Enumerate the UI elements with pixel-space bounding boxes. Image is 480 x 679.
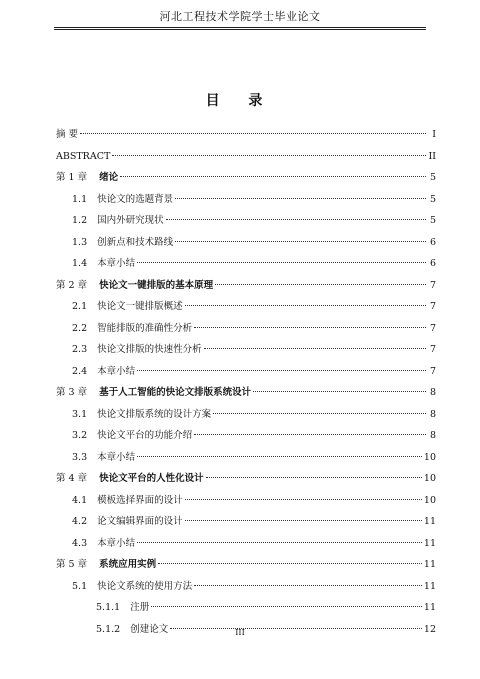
table-of-contents [56, 124, 436, 640]
toc-entry-page: 6 [429, 258, 436, 269]
toc-entry-number: 4.3 [72, 537, 88, 549]
toc-entry[interactable] [56, 447, 436, 469]
toc-entry[interactable] [56, 146, 436, 168]
toc-entry-title: 快论文一键排版概述 [97, 301, 183, 312]
toc-entry-page: 11 [423, 559, 436, 570]
toc-entry-number: 5.1.2 [96, 623, 121, 635]
toc-entry-number: 4.2 [72, 516, 88, 527]
page-number: III [235, 628, 245, 637]
toc-entry-title: 绪论 [99, 172, 119, 183]
toc-entry-page: 12 [423, 623, 436, 635]
toc-entry-title: 快论文系统的使用方法 [97, 580, 193, 592]
toc-entry-number: 第 1 章 [56, 172, 88, 183]
toc-entry-page: 8 [429, 408, 436, 420]
toc-entry-title: 快论文的选题背景 [97, 193, 174, 205]
toc-entry-title: 本章小结 [97, 258, 136, 269]
toc-entry-page: 10 [423, 451, 436, 463]
toc-entry[interactable] [56, 167, 436, 189]
toc-entry-title: 国内外研究现状 [97, 215, 164, 226]
toc-entry-number: 1.1 [72, 193, 88, 205]
toc-entry-number: 第 2 章 [56, 279, 88, 291]
toc-entry-title: 注册 [130, 602, 150, 613]
toc-entry-page: 5 [429, 172, 436, 183]
toc-entry[interactable] [56, 554, 436, 576]
toc-entry[interactable] [56, 232, 436, 254]
toc-entry-number: 3.3 [72, 451, 88, 463]
toc-dot-leader [204, 348, 426, 349]
toc-dot-leader [213, 413, 426, 414]
toc-entry-page: I [432, 129, 436, 140]
toc-entry-number: 第 3 章 [56, 387, 88, 398]
toc-dot-leader [194, 434, 426, 435]
toc-entry-title: 系统应用实例 [99, 559, 157, 570]
toc-entry-title: 快论文排版的快速性分析 [97, 344, 202, 355]
toc-entry-number: 2.2 [72, 322, 88, 334]
toc-entry-number: 1.4 [72, 258, 88, 269]
toc-entry-page: 7 [429, 344, 436, 355]
toc-entry-number: 5.1.1 [96, 602, 121, 613]
toc-entry[interactable] [56, 511, 436, 533]
toc-entry-number: 4.1 [72, 494, 88, 506]
toc-entry-page: 11 [423, 516, 436, 527]
toc-entry-title: 创建论文 [130, 623, 169, 635]
toc-entry-page: 11 [423, 580, 436, 592]
toc-entry-title: 快论文排版系统的设计方案 [97, 408, 212, 420]
toc-dot-leader [166, 219, 426, 220]
toc-entry-title: 论文编辑界面的设计 [97, 516, 183, 527]
toc-dot-leader [158, 563, 422, 564]
toc-dot-leader [206, 477, 422, 478]
toc-entry[interactable] [56, 576, 436, 598]
toc-entry-title: 创新点和技术路线 [97, 236, 174, 248]
toc-entry-title: 本章小结 [97, 451, 136, 463]
toc-dot-leader [185, 305, 426, 306]
toc-entry-page: II [428, 150, 436, 162]
toc-entry-number: 2.1 [72, 301, 88, 312]
toc-entry[interactable] [56, 597, 436, 619]
toc-dot-leader [253, 391, 426, 392]
toc-entry[interactable] [56, 253, 436, 275]
toc-dot-leader [194, 585, 422, 586]
toc-dot-leader [137, 542, 422, 543]
toc-entry[interactable] [56, 361, 436, 383]
toc-entry[interactable] [56, 382, 436, 404]
toc-entry-title: 本章小结 [97, 537, 136, 549]
toc-dot-leader [175, 241, 426, 242]
toc-entry-number: 3.1 [72, 408, 88, 420]
toc-entry[interactable] [56, 425, 436, 447]
toc-entry-title: 摘 要 [56, 129, 79, 140]
toc-dot-leader [151, 606, 422, 607]
toc-entry-number: 3.2 [72, 430, 88, 441]
toc-entry-page: 11 [423, 602, 436, 613]
toc-dot-leader [80, 133, 426, 134]
toc-entry[interactable] [56, 339, 436, 361]
toc-entry-number: 第 4 章 [56, 473, 88, 484]
toc-dot-leader [112, 155, 426, 156]
toc-entry-title: 模板选择界面的设计 [97, 494, 183, 506]
toc-entry-page: 8 [429, 430, 436, 441]
toc-dot-leader [194, 327, 426, 328]
toc-entry-number: 2.3 [72, 344, 88, 355]
toc-entry-title: ABSTRACT [56, 150, 111, 162]
toc-dot-leader [185, 499, 422, 500]
toc-entry-title: 快论文一键排版的基本原理 [99, 279, 214, 291]
header-rule [54, 27, 426, 30]
toc-entry[interactable] [56, 318, 436, 340]
toc-entry-page: 5 [429, 193, 436, 205]
toc-entry[interactable] [56, 124, 436, 146]
toc-dot-leader [137, 456, 422, 457]
toc-entry-title: 快论文平台的功能介绍 [97, 430, 193, 441]
toc-entry[interactable] [56, 490, 436, 512]
toc-dot-leader [137, 370, 426, 371]
toc-entry-title: 快论文平台的人性化设计 [99, 473, 204, 484]
toc-entry-page: 5 [429, 215, 436, 226]
toc-entry[interactable] [56, 189, 436, 211]
toc-entry-number: 第 5 章 [56, 559, 88, 570]
toc-entry-page: 8 [429, 387, 436, 398]
toc-entry-title: 智能排版的准确性分析 [97, 322, 193, 334]
toc-entry[interactable] [56, 275, 436, 297]
toc-entry-page: 7 [429, 365, 436, 377]
page-header: 河北工程技术学院学士毕业论文 [159, 10, 321, 23]
toc-entry-title: 本章小结 [97, 365, 136, 377]
toc-entry-title: 基于人工智能的快论文排版系统设计 [99, 387, 252, 398]
toc-entry-number: 5.1 [72, 580, 88, 592]
toc-entry-number: 2.4 [72, 365, 88, 377]
toc-dot-leader [137, 262, 426, 263]
toc-dot-leader [175, 198, 426, 199]
toc-entry-page: 6 [429, 236, 436, 248]
toc-entry-number: 1.2 [72, 215, 88, 226]
toc-entry[interactable] [56, 468, 436, 490]
toc-entry[interactable] [56, 404, 436, 426]
toc-dot-leader [215, 284, 426, 285]
toc-entry[interactable] [56, 533, 436, 555]
toc-entry-number: 1.3 [72, 236, 88, 248]
toc-dot-leader [120, 176, 426, 177]
toc-entry-page: 11 [423, 537, 436, 549]
toc-entry-page: 10 [423, 494, 436, 506]
toc-entry-page: 7 [429, 322, 436, 334]
toc-dot-leader [185, 520, 422, 521]
toc-entry[interactable] [56, 210, 436, 232]
toc-entry-page: 10 [423, 473, 436, 484]
toc-title: 目 录 [205, 93, 275, 109]
toc-entry-page: 7 [429, 301, 436, 312]
toc-entry-page: 7 [429, 279, 436, 291]
toc-entry[interactable] [56, 296, 436, 318]
